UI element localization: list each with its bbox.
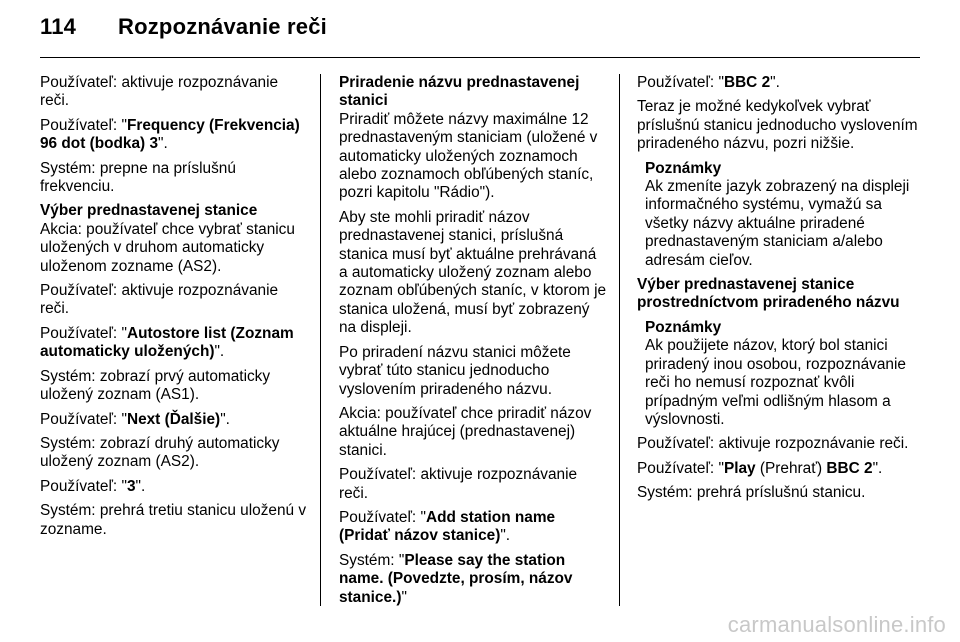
section-heading: Výber prednastavenej stanice prostredníctvom priradeného názvu [637,276,900,312]
column-divider-2 [619,74,620,606]
paragraph: Používateľ: "Autostore list (Zoznam automaticky uložených)". [40,324,294,361]
paragraph: Používateľ: "Frequency (Frekvencia) 96 dot (bodka) 3". [40,116,300,153]
paragraph: Používateľ: "Play (Prehrať) BBC 2". [637,459,883,477]
column-3 [637,74,923,509]
note-title: Poznámky [645,159,722,177]
note-text: Ak použijete názov, ktorý bol stanici priradený inou osobou, rozpoznávanie reči ho nemusí rozpoznať kvôli prípadným veľmi odlišným hlasom a výslovnosti. [645,337,906,428]
paragraph: Systém: zobrazí prvý automaticky uložený zoznam (AS1). [40,367,271,404]
paragraph: Používateľ: aktivuje rozpoznávanie reči. [637,435,909,453]
paragraph: Teraz je možné kedykoľvek vybrať príslušnú stanicu jednoducho vyslovením priradeného názvu, pozri nižšie. [637,98,918,153]
paragraph: Po priradení názvu stanici môžete vybrať túto stanicu jednoducho vyslovením priradeného názvu. [339,343,571,398]
section-heading: Výber prednastavenej stanice [40,202,258,220]
paragraph: Systém: prehrá príslušnú stanicu. [637,484,866,502]
column-1 [40,74,308,545]
paragraph: Systém: "Please say the station name. (Povedzte, prosím, názov stanice.)" [339,551,573,606]
note-box [645,319,923,429]
paragraph: Systém: zobrazí druhý automaticky uložený zoznam (AS2). [40,434,280,471]
paragraph: Používateľ: "BBC 2". [637,74,780,91]
page-header [40,14,920,54]
paragraph: Používateľ: aktivuje rozpoznávanie reči. [339,466,578,502]
note-text: Ak zmeníte jazyk zobrazený na displeji informačného systému, vymažú sa všetky názvy aktuálne priradené prednastaveným staniciam a/alebo adresám cieľov. [645,178,910,269]
paragraph: Používateľ: "Add station name (Pridať názov stanice)". [339,508,556,545]
paragraph: Priradiť môžete názvy maximálne 12 prednastaveným staniciam (uložené v automaticky uložených zoznamoch alebo zoznamoch obľúbených staníc, pozri kapitolu "Rádio"). [339,110,598,202]
watermark: carmanualsonline.info [727,612,946,637]
header-rule [40,57,920,58]
paragraph: Akcia: používateľ chce priradiť názov aktuálne hrajúcej (prednastavenej) stanici. [339,404,592,459]
paragraph: Používateľ: "Next (Ďalšie)". [40,410,230,428]
note-title: Poznámky [645,318,722,336]
paragraph: Používateľ: "3". [40,477,146,495]
section-heading: Priradenie názvu prednastavenej stanici [339,74,580,110]
page-number: 114 [40,14,77,39]
paragraph: Používateľ: aktivuje rozpoznávanie reči. [40,74,279,110]
paragraph: Používateľ: aktivuje rozpoznávanie reči. [40,282,279,318]
paragraph: Systém: prepne na príslušnú frekvenciu. [40,159,236,196]
column-divider-1 [320,74,321,606]
paragraph: Aby ste mohli priradiť názov prednastavenej stanici, príslušná stanica musí byť aktuálne prehrávaná a automaticky uložený zoznam alebo zoznam obľúbených staníc, v ktorom je stanica uložená, musí byť zobrazený na displeji. [339,208,607,337]
note-box [645,160,923,270]
column-2 [339,74,607,613]
paragraph: Systém: prehrá tretiu stanicu uloženú v zozname. [40,502,307,538]
paragraph: Akcia: používateľ chce vybrať stanicu uložených v druhom automaticky uloženom zozname (AS2). [40,220,295,275]
page-title: Rozpoznávanie reči [118,14,327,39]
